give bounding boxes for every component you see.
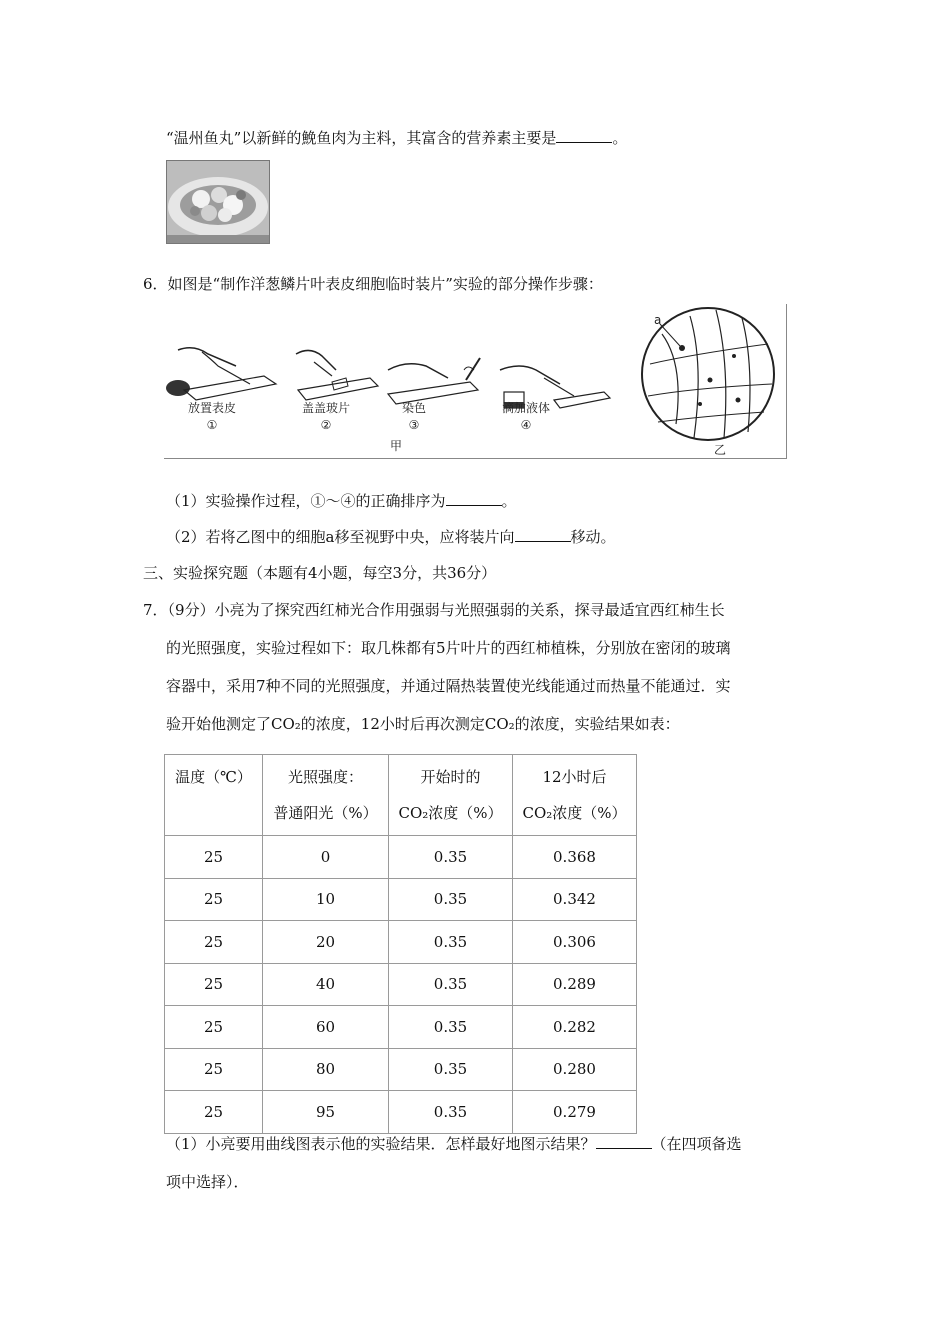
fish-ball-photo	[166, 160, 270, 244]
microscope-view	[642, 308, 774, 440]
q7-line1: 7．（9分）小亮为了探究西红柿光合作用强弱与光照强弱的关系，探寻最适宜西红柿生长	[143, 601, 725, 619]
answer-blank[interactable]	[446, 491, 502, 506]
intro-text: “温州鱼丸”以新鲜的鮸鱼肉为主料，其富含的营养素主要是	[166, 129, 557, 147]
step2-illustration	[296, 350, 378, 400]
header-co2-start: 开始时的 CO₂浓度（%）	[389, 755, 513, 836]
answer-blank[interactable]	[596, 1134, 652, 1149]
fig-yi-label: 乙	[713, 443, 727, 457]
q7-line4: 验开始他测定了CO₂的浓度，12小时后再次测定CO₂的浓度，实验结果如表：	[166, 715, 680, 733]
q6-sub2: （2）若将乙图中的细胞a移至视野中央，应将装片向 移动。	[166, 528, 616, 546]
q7-sub1-cont: 项中选择）．	[166, 1173, 249, 1191]
section3-heading: 三、实验探究题（本题有4小题，每空3分，共36分）	[143, 564, 497, 582]
table-row: 25 60 0.35 0.282	[165, 1006, 637, 1049]
answer-blank[interactable]	[515, 527, 571, 542]
intro-question: “温州鱼丸”以新鲜的鮸鱼肉为主料，其富含的营养素主要是 。	[166, 129, 628, 147]
step2-label: 盖盖玻片	[301, 401, 351, 415]
table-row: 25 80 0.35 0.280	[165, 1048, 637, 1091]
header-temperature: 温度（℃）	[165, 755, 263, 836]
cell-a-label: a	[654, 313, 662, 327]
results-table	[164, 754, 637, 1134]
q7-sub1: （1）小亮要用曲线图表示他的实验结果．怎样最好地图示结果？ （在四项备选	[166, 1135, 742, 1153]
q6-sub1: （1）实验操作过程，①～④的正确排序为 。	[166, 492, 517, 510]
step4-num: ④	[520, 418, 532, 432]
answer-blank[interactable]	[556, 128, 612, 143]
q6-title: 6．如图是“制作洋葱鳞片叶表皮细胞临时装片”实验的部分操作步骤：	[143, 275, 603, 293]
step1-illustration	[166, 348, 276, 400]
step1-num: ①	[206, 418, 218, 432]
step1-label: 放置表皮	[187, 401, 237, 415]
fig-jia-label: 甲	[389, 439, 403, 453]
step3-num: ③	[408, 418, 420, 432]
q7-line2: 的光照强度，实验过程如下：取几株都有5片叶片的西红柿植株，分别放在密闭的玻璃	[166, 639, 731, 657]
step4-label: 滴加液体	[501, 401, 551, 415]
step3-label: 染色	[401, 401, 427, 415]
q6-figure	[164, 304, 787, 459]
q7-line3: 容器中，采用7种不同的光照强度，并通过隔热装置使光线能通过而热量不能通过．实	[166, 677, 731, 695]
table-row: 25 10 0.35 0.342	[165, 878, 637, 921]
table-header-row	[165, 755, 637, 836]
step2-num: ②	[320, 418, 332, 432]
step3-illustration	[388, 358, 480, 404]
table-row: 25 0 0.35 0.368	[165, 836, 637, 879]
table-row: 25 20 0.35 0.306	[165, 921, 637, 964]
table-row: 25 40 0.35 0.289	[165, 963, 637, 1006]
header-co2-after: 12小时后 CO₂浓度（%）	[513, 755, 637, 836]
table-row: 25 95 0.35 0.279	[165, 1091, 637, 1134]
header-light: 光照强度： 普通阳光（%）	[263, 755, 389, 836]
